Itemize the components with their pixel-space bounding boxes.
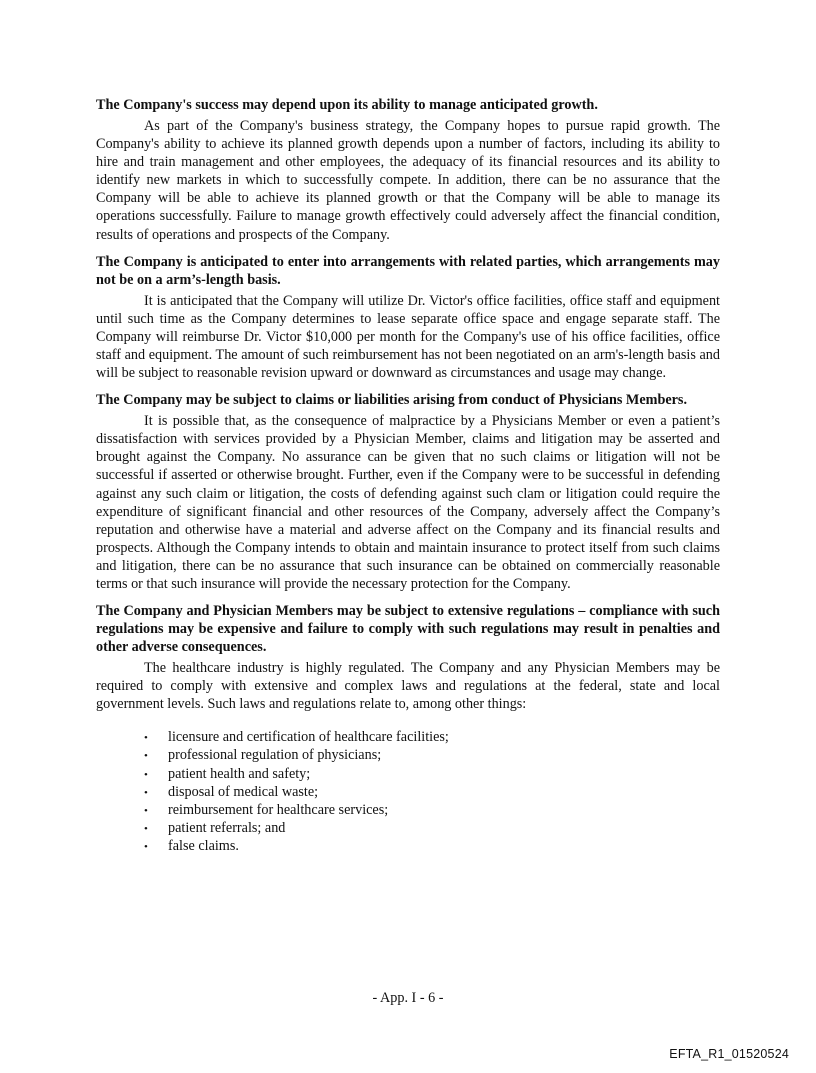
section-manage-growth (96, 96, 720, 244)
section-heading: The Company may be subject to claims or liabilities arising from conduct of Physicians Members. (96, 392, 687, 409)
list-item: • patient health and safety; (96, 765, 720, 783)
section-regulations (96, 602, 720, 855)
section-physician-claims (96, 391, 720, 593)
section-body: It is anticipated that the Company will utilize Dr. Victor's office facilities, office staff and equipment until such time as the Company determines to lease separate office space and engage separate staff. The Company will reimburse Dr. Victor $10,000 per month for the Company's use of his office facilities, office staff and equipment. The amount of such reimbursement has not been negotiated on an arm's-length basis and will be subject to reasonable revision upward or downward as circumstances and usage may change. (96, 292, 720, 382)
document-page (96, 96, 720, 855)
section-body: It is possible that, as the consequence of malpractice by a Physicians Member or even a patient’s dissatisfaction with services provided by a Physician Member, claims and litigation may be asserted and brought against the Company. No assurance can be given that no such claims or litigation will not be successful if asserted or otherwise brought. Further, even if the Company were to be successful in defending against any such claim or litigation, the costs of defending against such clam or litigation could require the expenditure of significant financial and other resources of the Company, adversely affect the Company’s reputation and otherwise have a material and adverse affect on the Company and its financial results and prospects. Although the Company intends to obtain and maintain insurance to protect itself from such claims and litigation, there can be no assurance that such insurance can be obtained on commercially reasonable terms or that such insurance will provide the necessary protection for the Company. (96, 413, 720, 592)
page-number: - App. I - 6 - (372, 990, 444, 1006)
list-item: • disposal of medical waste; (96, 783, 720, 801)
list-item: • reimbursement for healthcare services; (96, 801, 720, 819)
section-body: The healthcare industry is highly regulated. The Company and any Physician Members may be required to comply with extensive and complex laws and regulations at the federal, state and local government levels. Such laws and regulations relate to, among other things: (96, 660, 720, 713)
list-item: • professional regulation of physicians; (96, 746, 720, 764)
document-id: EFTA_R1_01520524 (669, 1047, 789, 1061)
section-heading: The Company is anticipated to enter into arrangements with related parties, which arrangements may not be on a arm’s-length basis. (96, 253, 720, 288)
regulation-list (96, 728, 720, 855)
section-heading: The Company and Physician Members may be subject to extensive regulations – compliance with such regulations may be expensive and failure to comply with such regulations may result in penalties and other adverse consequences. (96, 603, 720, 656)
section-related-parties (96, 253, 720, 382)
section-heading: The Company's success may depend upon its ability to manage anticipated growth. (96, 97, 598, 113)
list-item: • false claims. (96, 837, 720, 855)
list-item: • patient referrals; and (96, 819, 720, 837)
section-body: As part of the Company's business strategy, the Company hopes to pursue rapid growth. The Company's ability to achieve its planned growth depends upon a number of factors, including its ability to hire and train management and other employees, the adequacy of its financial resources and its ability to identify new markets in which to successfully compete. In addition, there can be no assurance that the Company will be able to achieve its planned growth or that the Company will be able to manage its operations successfully. Failure to manage growth effectively could adversely affect the financial condition, results of operations and prospects of the Company. (96, 118, 720, 243)
list-item: • licensure and certification of healthcare facilities; (96, 728, 720, 746)
